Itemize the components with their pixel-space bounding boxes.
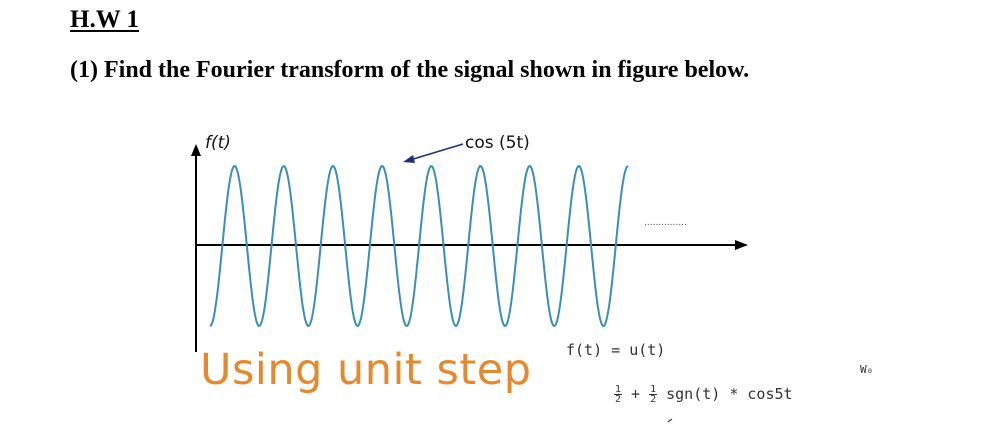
- fraction-half-2: $\frac{1}{2}$: [650, 384, 657, 405]
- sgn-term: sgn(t) * cos5t: [666, 385, 793, 403]
- continuation-dots: ...............: [644, 218, 687, 228]
- plus-sign: +: [631, 385, 641, 403]
- hand-mark: [668, 419, 672, 422]
- label-pointer-arrowhead: [403, 155, 415, 163]
- handwritten-line-1: f(t) = u(t): [566, 341, 666, 359]
- question-text: (1) Find the Fourier transform of the signal shown in figure below.: [70, 57, 750, 83]
- typed-note: Using unit step: [200, 345, 532, 395]
- label-pointer-line: [410, 144, 463, 160]
- hw-title: H.W 1: [70, 6, 139, 33]
- handwritten-line-2: [614, 385, 793, 404]
- signal-label: cos (5t): [465, 133, 530, 153]
- y-axis-arrowhead: [191, 144, 201, 156]
- handwritten-w0: W₀: [860, 363, 874, 376]
- x-axis-arrowhead: [735, 240, 748, 250]
- fraction-half: $\frac{1}{2}$: [614, 384, 622, 405]
- y-axis-label: f(t): [205, 133, 231, 153]
